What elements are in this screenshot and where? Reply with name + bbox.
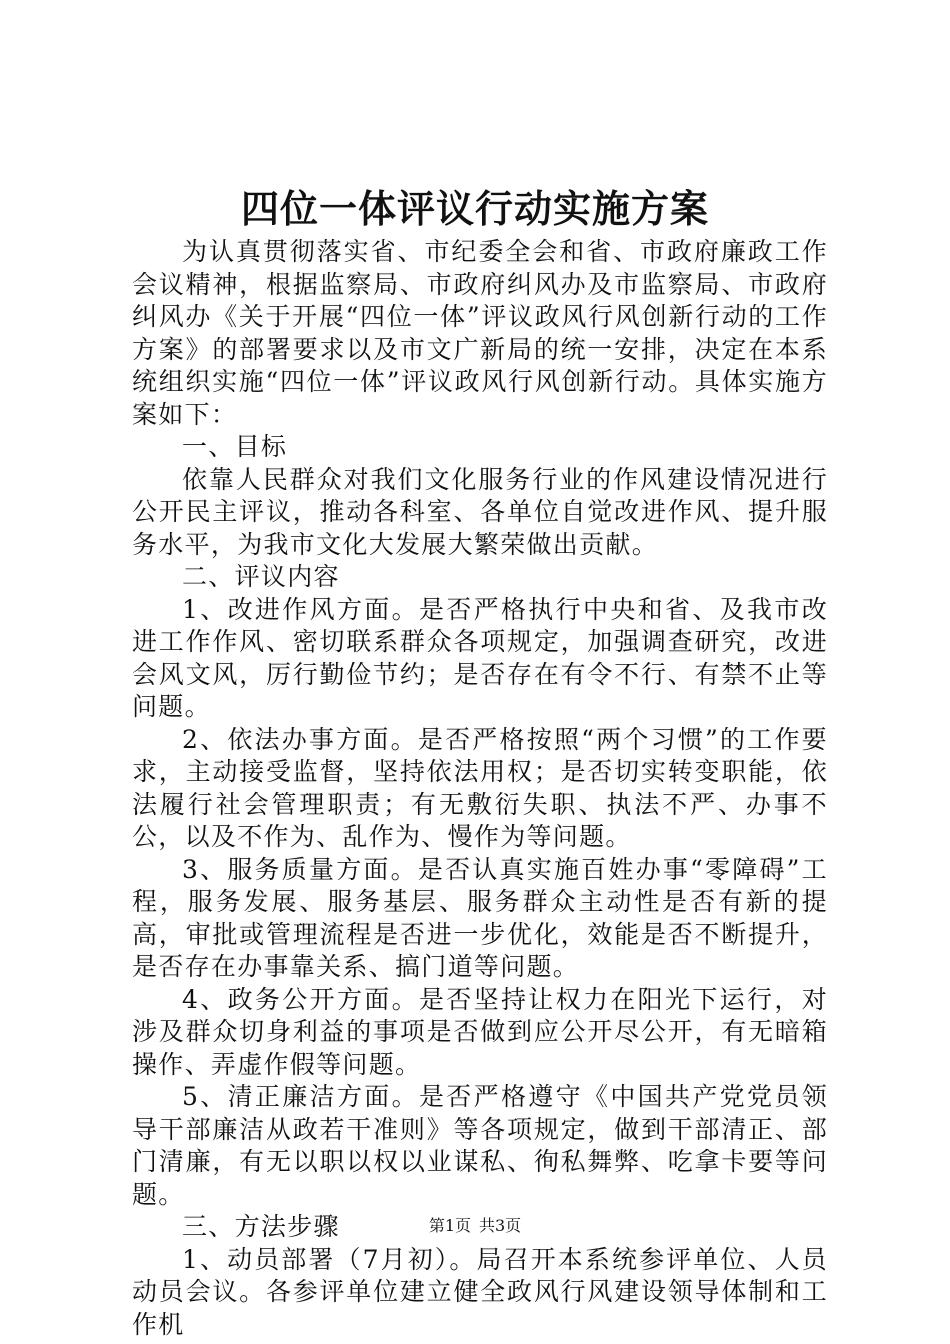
document-title: 四位一体评议行动实施方案 xyxy=(240,186,709,231)
document-body xyxy=(132,236,828,1341)
heading-method-steps: 三、方法步骤 xyxy=(182,1212,340,1241)
paragraph-step-1: 1、动员部署（7月初）。局召开本系统参评单位、人员动员会议。各参评单位建立健全政风行风建设领导体制和工作机 xyxy=(132,1244,828,1339)
paragraph-item-5: 5、清正廉洁方面。是否严格遵守《中国共产党党员领导干部廉洁从政若干准则》等各项规定，做到干部清正、部门清廉，有无以职以权以业谋私、徇私舞弊、吃拿卡要等问题。 xyxy=(132,1082,828,1209)
paragraph-intro: 为认真贯彻落实省、市纪委全会和省、市政府廉政工作会议精神，根据监察局、市政府纠风办及市监察局、市政府纠风办《关于开展“四位一体”评议政风行风创新行动的工作方案》的部署要求以及市文广新局的统一安排，决定在本系统组织实施“四位一体”评议政风行风创新行动。具体实施方案如下： xyxy=(132,237,828,429)
paragraph-item-1: 1、改进作风方面。是否严格执行中央和省、及我市改进工作作风、密切联系群众各项规定，加强调查研究，改进会风文风，厉行勤俭节约；是否存在有令不行、有禁不止等问题。 xyxy=(132,594,828,721)
paragraph-item-3: 3、服务质量方面。是否认真实施百姓办事“零障碍”工程，服务发展、服务基层、服务群众主动性是否有新的提高，审批或管理流程是否进一步优化，效能是否不断提升，是否存在办事靠关系、搞门道等问题。 xyxy=(132,854,828,981)
page-footer xyxy=(0,1216,950,1236)
page-total: 共3页 xyxy=(479,1216,522,1235)
heading-objective: 一、目标 xyxy=(182,432,288,461)
page-number: 第1页 xyxy=(428,1216,471,1235)
paragraph-item-2: 2、依法办事方面。是否严格按照“两个习惯”的工作要求，主动接受监督，坚持依法用权；是否切实转变职能，依法履行社会管理职责；有无敷衍失职、执法不严、办事不公，以及不作为、乱作为、慢作为等问题。 xyxy=(132,724,828,851)
paragraph-item-4: 4、政务公开方面。是否坚持让权力在阳光下运行，对涉及群众切身利益的事项是否做到应公开尽公开，有无暗箱操作、弄虚作假等问题。 xyxy=(132,984,828,1079)
paragraph-objective: 依靠人民群众对我们文化服务行业的作风建设情况进行公开民主评议，推动各科室、各单位自觉改进作风、提升服务水平，为我市文化大发展大繁荣做出贡献。 xyxy=(132,464,828,559)
heading-review-content: 二、评议内容 xyxy=(182,562,340,591)
